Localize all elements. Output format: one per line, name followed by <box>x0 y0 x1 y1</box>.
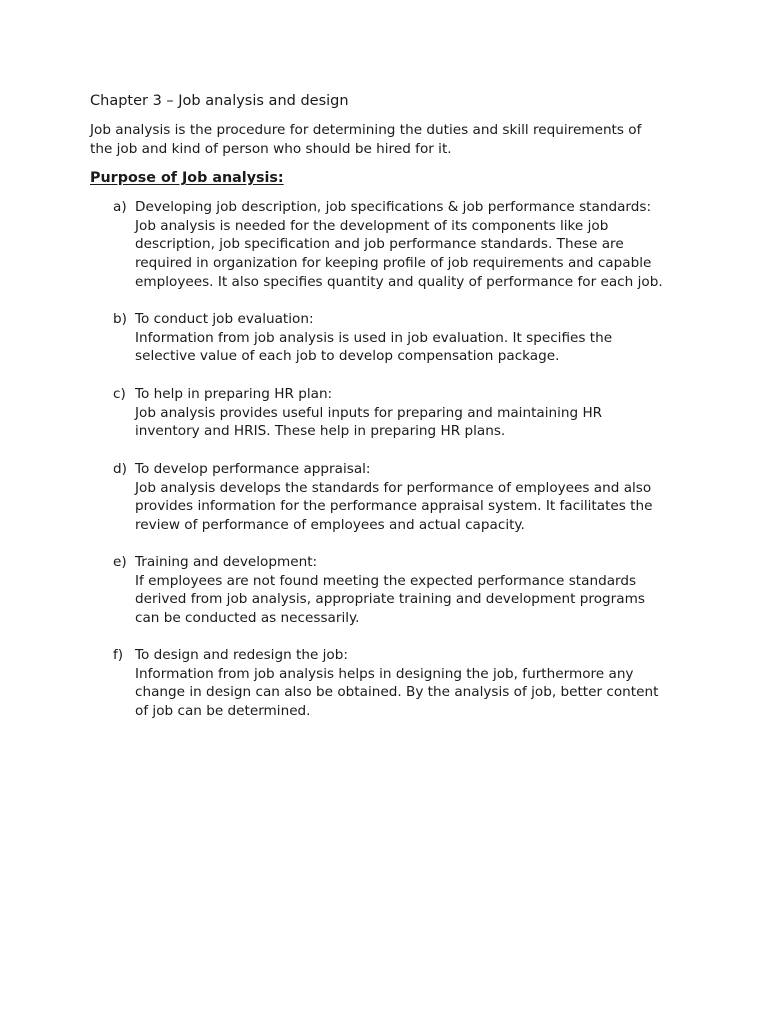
purpose-line: derived from job analysis, appropriate training and development programs <box>135 591 645 608</box>
intro-paragraph <box>90 121 680 159</box>
purpose-heading: Purpose of Job analysis: <box>90 170 284 186</box>
purpose-heading-line: To develop performance appraisal: <box>135 461 371 477</box>
purpose-line: employees. It also specifies quantity and quality of performance for each job. <box>135 273 663 290</box>
purpose-body <box>135 198 695 292</box>
chapter-title: Chapter 3 – Job analysis and design <box>90 93 349 109</box>
purpose-line: Job analysis provides useful inputs for preparing and maintaining HR <box>135 404 603 421</box>
list-marker: d) <box>113 461 127 477</box>
purpose-line: required in organization for keeping profile of job requirements and capable <box>135 255 652 272</box>
purpose-line: inventory and HRIS. These help in preparing HR plans. <box>135 423 506 440</box>
purpose-line: provides information for the performance appraisal system. It facilitates the <box>135 498 653 515</box>
purpose-line: Information from job analysis is used in job evaluation. It specifies the <box>135 329 613 346</box>
purpose-heading-line: To design and redesign the job: <box>135 647 348 663</box>
purpose-line: of job can be determined. <box>135 703 311 720</box>
purpose-heading-line: To help in preparing HR plan: <box>135 386 333 402</box>
list-marker: b) <box>113 311 127 327</box>
purpose-body <box>135 385 695 441</box>
list-marker: a) <box>113 199 127 215</box>
intro-line: Job analysis is the procedure for determining the duties and skill requirements of <box>90 122 642 138</box>
intro-line: the job and kind of person who should be hired for it. <box>90 141 452 157</box>
purpose-heading-line: Training and development: <box>135 554 318 570</box>
purpose-line: Job analysis develops the standards for performance of employees and also <box>135 479 652 496</box>
purpose-body <box>135 460 695 535</box>
purpose-heading-line: Developing job description, job specifications & job performance standards: <box>135 199 652 215</box>
list-marker: e) <box>113 554 127 570</box>
purpose-line: description, job specification and job performance standards. These are <box>135 236 624 253</box>
list-marker: f) <box>113 647 124 663</box>
purpose-line: can be conducted as necessarily. <box>135 610 360 627</box>
purpose-line: Job analysis is needed for the development of its components like job <box>135 217 609 234</box>
list-marker: c) <box>113 386 126 402</box>
purpose-body <box>135 646 695 721</box>
purpose-body <box>135 553 695 628</box>
purpose-line: If employees are not found meeting the expected performance standards <box>135 572 637 589</box>
purpose-line: Information from job analysis helps in designing the job, furthermore any <box>135 665 634 682</box>
purpose-line: review of performance of employees and actual capacity. <box>135 517 525 534</box>
purpose-line: selective value of each job to develop compensation package. <box>135 348 560 365</box>
purpose-line: change in design can also be obtained. By the analysis of job, better content <box>135 684 659 701</box>
purpose-heading-line: To conduct job evaluation: <box>135 311 314 327</box>
purpose-body <box>135 310 695 366</box>
